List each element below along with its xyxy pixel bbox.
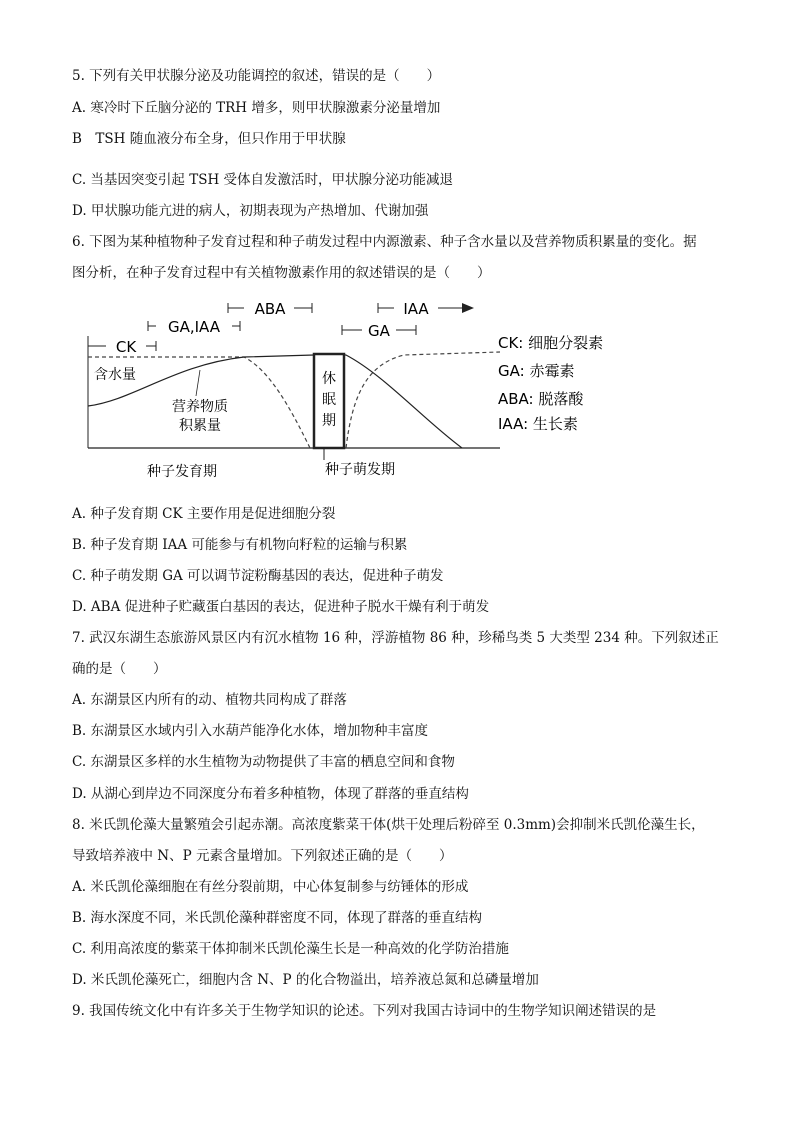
nutrient-label-line1: 营养物质: [172, 399, 228, 415]
hormone-figure: [84, 290, 644, 490]
q7-option-b: B. 东湖景区水域内引入水葫芦能净化水体，增加物种丰富度: [72, 723, 429, 739]
ck-label: CK: [115, 338, 137, 356]
ga-label: GA: [368, 322, 390, 340]
q5-option-b: B TSH 随血液分布全身，但只作用于甲状腺: [72, 131, 346, 147]
q7-option-d: D. 从湖心到岸边不同深度分布着多种植物，体现了群落的垂直结构: [72, 786, 469, 802]
development-period-label: 种子发育期: [147, 464, 217, 480]
q8-option-a: A. 米氏凯伦藻细胞在有丝分裂前期，中心体复制参与纺锤体的形成: [72, 879, 469, 895]
dormancy-char2: 眠: [322, 392, 336, 408]
dormancy-char1: 休: [322, 371, 336, 387]
iaa-label: IAA: [403, 300, 429, 318]
nutrient-label-line2: 积累量: [179, 418, 221, 434]
q7-option-a: A. 东湖景区内所有的动、植物共同构成了群落: [72, 692, 347, 708]
q7-option-c: C. 东湖景区多样的水生植物为动物提供了丰富的栖息空间和食物: [72, 754, 455, 770]
q6-option-c: C. 种子萌发期 GA 可以调节淀粉酶基因的表达，促进种子萌发: [72, 568, 444, 584]
q6-stem-line2: 图分析，在种子发育过程中有关植物激素作用的叙述错误的是（ ）: [72, 265, 491, 281]
dormancy-char3: 期: [322, 413, 336, 429]
ga-iaa-label: GA,IAA: [167, 318, 221, 336]
q5-option-c: C. 当基因突变引起 TSH 受体自发激活时，甲状腺分泌功能减退: [72, 172, 454, 188]
q6-option-b: B. 种子发育期 IAA 可能参与有机物向籽粒的运输与积累: [72, 537, 408, 553]
q5-option-d: D. 甲状腺功能亢进的病人，初期表现为产热增加、代谢加强: [72, 203, 429, 219]
q8-stem-line2: 导致培养液中 N、P 元素含量增加。下列叙述正确的是（ ）: [72, 848, 453, 864]
water-curve-germination: [346, 352, 500, 448]
legend-aba: ABA: 脱落酸: [498, 390, 584, 408]
q6-stem-line1: 6. 下图为某种植物种子发育过程和种子萌发过程中内源激素、种子含水量以及营养物质积累量的变化。据: [72, 234, 697, 250]
q8-option-d: D. 米氏凯伦藻死亡，细胞内含 N、P 的化合物溢出，培养液总氮和总磷量增加: [72, 972, 539, 988]
aba-label: ABA: [254, 300, 286, 318]
germination-period-label: 种子萌发期: [325, 462, 395, 478]
q6-option-a: A. 种子发育期 CK 主要作用是促进细胞分裂: [72, 506, 336, 522]
q6-option-d: D. ABA 促进种子贮藏蛋白基因的表达，促进种子脱水干燥有利于萌发: [72, 599, 490, 615]
q5-stem: 5. 下列有关甲状腺分泌及功能调控的叙述，错误的是（ ）: [72, 68, 441, 84]
legend-iaa: IAA: 生长素: [498, 415, 578, 433]
legend-ga: GA: 赤霉素: [498, 362, 575, 380]
q8-option-b: B. 海水深度不同，米氏凯伦藻种群密度不同，体现了群落的垂直结构: [72, 910, 483, 926]
legend-ck: CK: 细胞分裂素: [498, 334, 604, 352]
water-content-label: 含水量: [94, 367, 136, 383]
q5-option-a: A. 寒冷时下丘脑分泌的 TRH 增多，则甲状腺激素分泌量增加: [72, 100, 441, 116]
q7-stem-line1: 7. 武汉东湖生态旅游风景区内有沉水植物 16 种，浮游植物 86 种，珍稀鸟类 5 大类型 234 种。下列叙述正: [72, 630, 719, 646]
q8-option-c: C. 利用高浓度的紫菜干体抑制米氏凯伦藻生长是一种高效的化学防治措施: [72, 941, 509, 957]
nutrient-curve: [88, 355, 462, 448]
q8-stem-line1: 8. 米氏凯伦藻大量繁殖会引起赤潮。高浓度紫菜干体(烘干处理后粉碎至 0.3mm)会抑制米氏凯伦藻生长，: [72, 817, 705, 833]
q7-stem-line2: 确的是（ ）: [72, 661, 167, 677]
q9-stem: 9. 我国传统文化中有许多关于生物学知识的论述。下列对我国古诗词中的生物学知识阐述错误的是: [72, 1003, 657, 1019]
